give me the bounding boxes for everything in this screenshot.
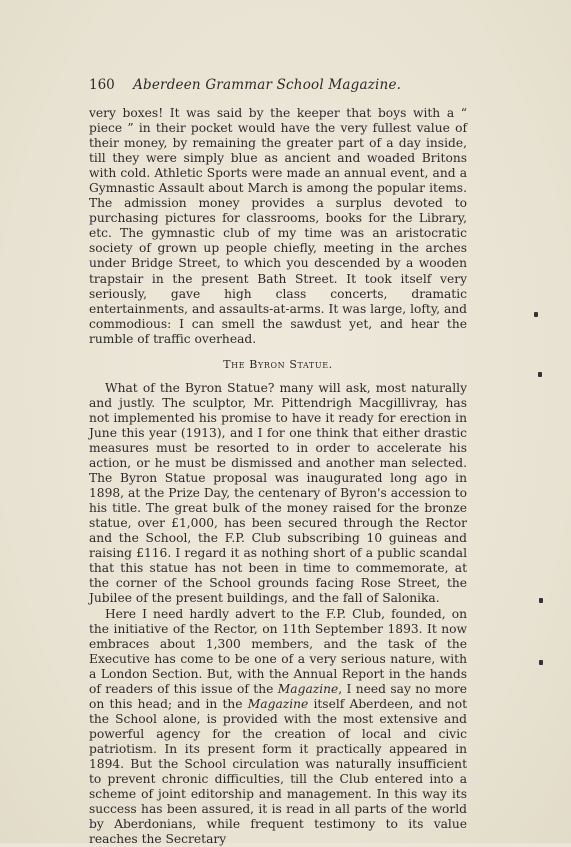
running-title: Aberdeen Grammar School Magazine. — [133, 77, 401, 93]
magazine-italic: Magazine — [278, 682, 339, 696]
body-text — [89, 106, 467, 847]
text-span: Here I need hardly advert to the F.P. Club, founded, on the initiative of the Rector, on 11th September 1893. It now embraces about 1,300 members, and the task of the Executive has come to be one of a very serious nature, with a London Section. But, with the Annual Report in the hands of readers of this issue of the — [89, 607, 467, 696]
text-span: itself Aberdeen, and not the School alone, is provided with the most extensive and powerful agency for the creation of local and civic patriotism. In its present form it practically appeared in 1894. But the School circulation was naturally insufficient to prevent chronic difficulties, till the Club entered into a scheme of joint editorship and management. In this way its success has been assured, it is read in all parts of the world by Aberdonians, while frequent testimony to its value reaches the Secretary — [89, 697, 467, 846]
text-span: , I need say no more on this head; and in the — [89, 682, 467, 711]
margin-speck — [534, 312, 538, 317]
magazine-italic: Magazine — [248, 697, 309, 711]
margin-speck — [539, 598, 543, 603]
running-header — [89, 76, 489, 94]
margin-speck — [539, 660, 543, 665]
margin-speck — [538, 372, 542, 377]
paragraph-byron-statue: What of the Byron Statue? many will ask, most naturally and justly. The sculptor, Mr. Pittendrigh Macgillivray, has not implemented his promise to have it ready for erection in June this year (1913), and I for one think that either drastic measures must be resorted to in order to accelerate his action, or he must be dismissed and another man selected. The Byron Statue proposal was inaugurated long ago in 1898, at the Prize Day, the centenary of Byron's accession to his title. The great bulk of the money raised for the bronze statue, over £1,000, has been secured through the Rector and the School, the F.P. Club subscribing 10 guineas and raising £116. I regard it as nothing short of a public scandal that this statue has not been in time to commemorate, at the corner of the School grounds facing Rose Street, the Jubilee of the present buildings, and the fall of Salonika. — [89, 381, 467, 607]
section-heading-byron-statue: The Byron Statue. — [89, 357, 467, 372]
paragraph-fp-club — [89, 607, 467, 847]
paragraph-gymnastics: very boxes! It was said by the keeper that boys with a “ piece ” in their pocket would have the very fullest value of their money, by remaining the greater part of a day inside, till they were simply blue as ancient and woaded Britons with cold. Athletic Sports were made an annual event, and a Gymnastic Assault about March is among the popular items. The admission money provides a surplus devoted to purchasing pictures for classrooms, books for the Library, etc. The gymnastic club of my time was an aristocratic society of grown up people chiefly, meeting in the arches under Bridge Street, to which you descended by a wooden trapstair in the present Bath Street. It took itself very seriously, gave high class concerts, dramatic entertainments, and assaults-at-arms. It was large, lofty, and commodious: I can smell the sawdust yet, and hear the rumble of traffic overhead. — [89, 106, 467, 347]
page-number: 160 — [89, 76, 115, 94]
